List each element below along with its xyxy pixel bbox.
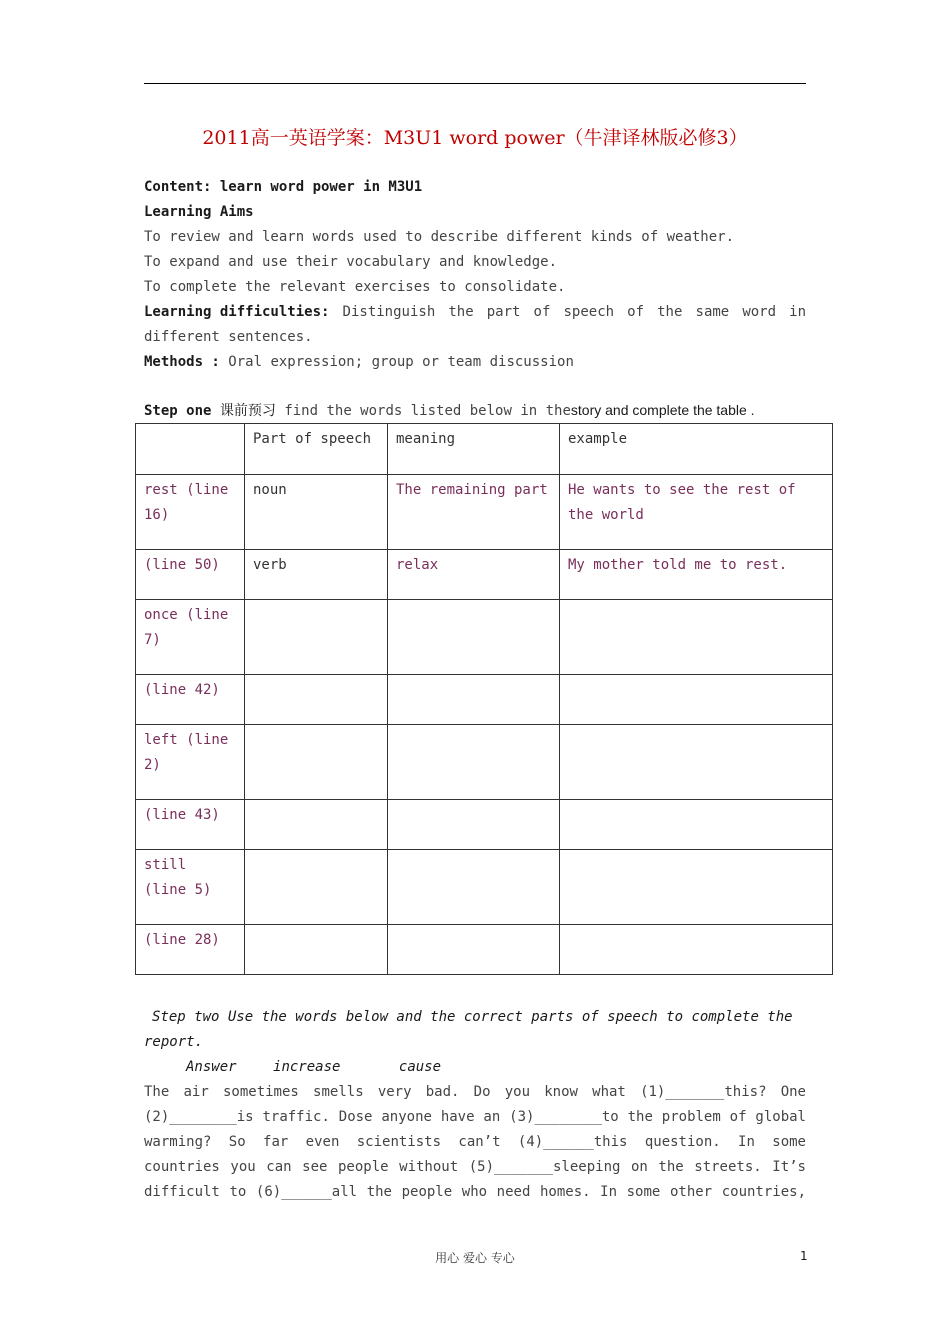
word-bank-item: increase [273,1059,341,1075]
report-line: The air sometimes smells very bad. Do you know what (1)_______this? One [144,1084,806,1100]
header-rule [144,83,806,84]
table-cell [388,600,560,675]
table-cell [388,725,560,800]
page-number: 1 [800,1249,808,1263]
report-line: difficult to (6)______all the people who need homes. In some other countries, [144,1184,806,1200]
report-line: countries you can see people without (5)_______sleeping on the streets. It’s [144,1159,806,1175]
table-row [136,475,833,550]
table-cell [245,675,388,725]
page-footer: 用心 爱心 专心 [435,1251,515,1265]
table-cell: He wants to see the rest of the world [560,475,833,550]
step-one-cn: 课前预习 [219,403,276,419]
report-line: warming? So far even scientists can’t (4)______this question. In some [144,1134,806,1150]
table-cell [245,600,388,675]
table-cell [560,850,833,925]
table-cell [388,850,560,925]
table-cell: noun [245,475,388,550]
table-row [136,850,833,925]
table-row [136,600,833,675]
content-line: Content: learn word power in M3U1 [144,179,423,195]
step-one-label: Step one [144,403,212,419]
word-bank-item: Answer [186,1059,237,1075]
report-line: (2)________is traffic. Dose anyone have an (3)________to the problem of global [144,1109,806,1125]
table-cell: (line 43) [136,800,245,850]
table-cell: (line 42) [136,675,245,725]
table-cell [245,850,388,925]
table-header: example [560,424,833,475]
table-header: meaning [388,424,560,475]
table-row [136,800,833,850]
aim-3: To complete the relevant exercises to consolidate. [144,279,566,295]
table-cell: (line 50) [136,550,245,600]
step-one-tail: story and complete the table . [570,402,755,418]
table-cell: left (line 2) [136,725,245,800]
table-cell [560,600,833,675]
word-table [135,423,833,975]
table-cell [560,800,833,850]
step-one-line [144,401,755,420]
table-cell: My mother told me to rest. [560,550,833,600]
table-cell [388,675,560,725]
word-bank [186,1058,441,1076]
methods-label: Methods : [144,354,220,370]
aim-1: To review and learn words used to describe different kinds of weather. [144,229,735,245]
table-cell [560,675,833,725]
table-row [136,725,833,800]
table-cell [245,800,388,850]
table-cell [388,800,560,850]
page-title: 2011高一英语学案：M3U1 word power（牛津译林版必修3） [202,127,748,149]
table-header [136,424,245,475]
methods-line [144,353,574,371]
table-cell: still (line 5) [136,850,245,925]
table-cell: The remaining part [388,475,560,550]
difficulties-label: Learning difficulties: [144,304,330,320]
table-cell [560,925,833,975]
table-header: Part of speech [245,424,388,475]
step-one-text: find the words listed below in the [284,403,571,419]
table-cell [560,725,833,800]
step-two-tail: report. [144,1034,204,1050]
table-cell: relax [388,550,560,600]
table-cell [245,925,388,975]
table-cell: (line 28) [136,925,245,975]
step-two-line: Step two Use the words below and the correct parts of speech to complete the [152,1009,793,1025]
table-row [136,675,833,725]
table-cell [388,925,560,975]
table-header-row [136,424,833,475]
table-row [136,925,833,975]
aim-2: To expand and use their vocabulary and knowledge. [144,254,558,270]
aims-heading: Learning Aims [144,204,254,220]
table-cell [245,725,388,800]
methods-text: Oral expression; group or team discussion [228,354,574,370]
table-cell: once (line 7) [136,600,245,675]
word-bank-item: cause [398,1059,442,1075]
table-row [136,550,833,600]
table-cell: verb [245,550,388,600]
table-cell: rest (line 16) [136,475,245,550]
difficulties-cont: different sentences. [144,329,313,345]
difficulties-line: Learning difficulties: Distinguish the part of speech of the same word in [144,304,806,320]
